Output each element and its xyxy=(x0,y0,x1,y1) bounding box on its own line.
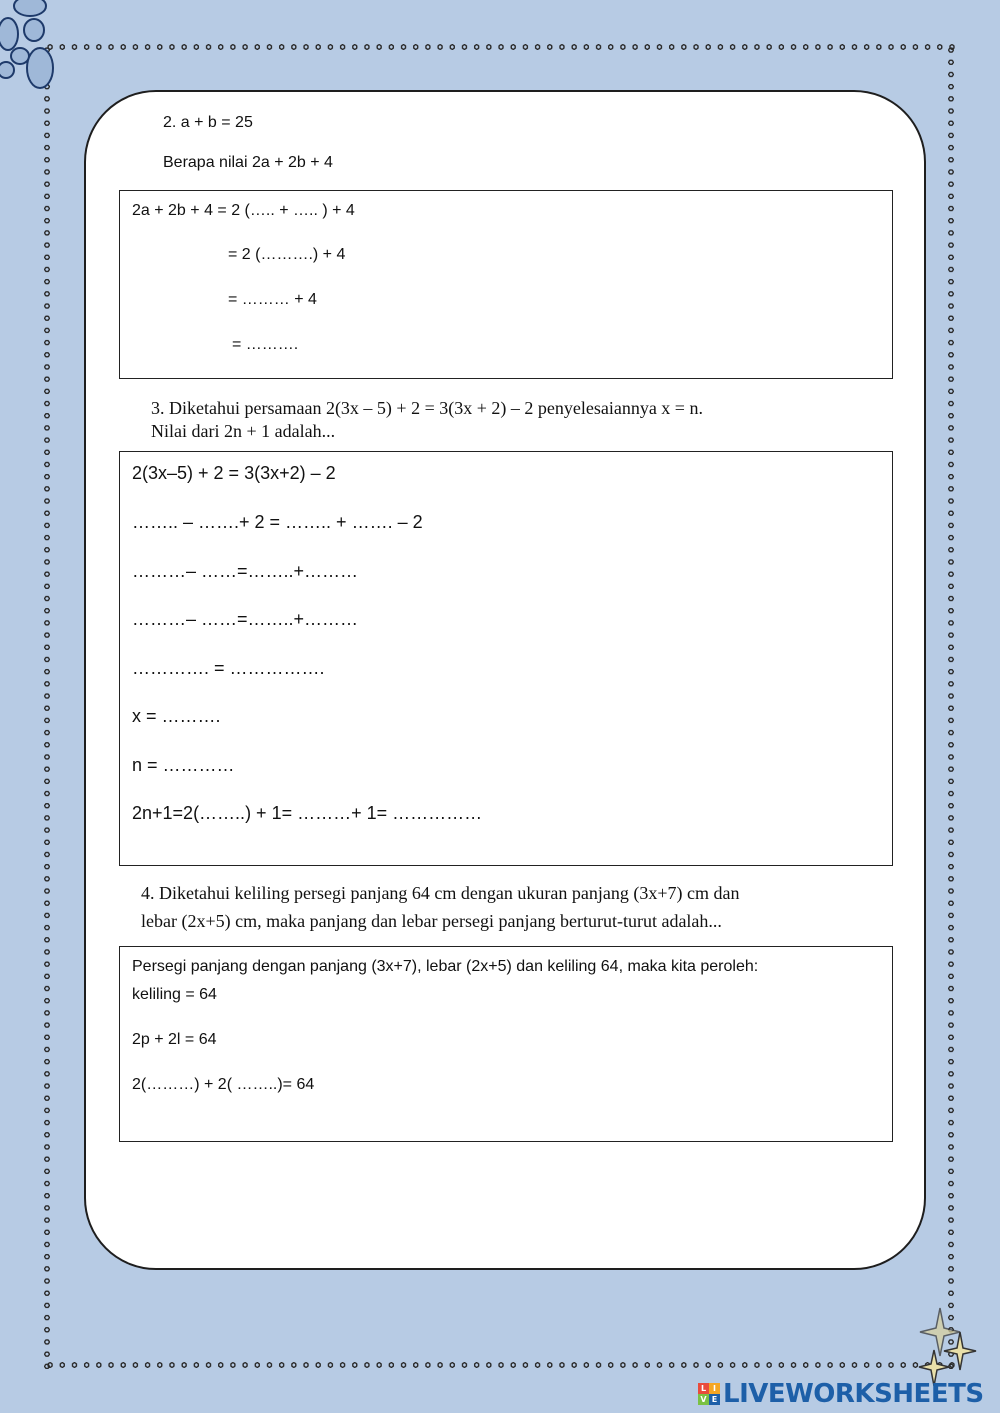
problem-4-step-4: 2(………) + 2( ……..)= 64 xyxy=(132,1076,315,1093)
problem-3-step-1: 2(3x–5) + 2 = 3(3x+2) – 2 xyxy=(132,463,336,483)
liveworksheets-logo-icon xyxy=(698,1383,720,1405)
problem-4-step-3: 2p + 2l = 64 xyxy=(132,1031,217,1048)
problem-4-step-1: Persegi panjang dengan panjang (3x+7), lebar (2x+5) dan keliling 64, maka kita peroleh: xyxy=(132,958,759,975)
dotted-border-bottom xyxy=(44,1362,958,1368)
logo-letter-l: L xyxy=(698,1383,709,1394)
liveworksheets-wordmark: LIVEWORKSHEETS xyxy=(723,1379,984,1409)
problem-2-given: 2. a + b = 25 xyxy=(163,114,253,131)
problem-3-step-6: x = ………. xyxy=(132,706,221,726)
problem-2-step-4: = ………. xyxy=(232,336,299,353)
problem-3-step-5: …………. = ……………. xyxy=(132,658,325,678)
problem-2-answer-box xyxy=(119,190,893,379)
problem-2-step-1: 2a + 2b + 4 = 2 (….. + ….. ) + 4 xyxy=(132,202,355,219)
logo-letter-v: V xyxy=(698,1394,709,1405)
problem-4-step-2: keliling = 64 xyxy=(132,986,217,1003)
problem-3-step-3: ………– ……=……..+……… xyxy=(132,561,359,581)
logo-letter-i: I xyxy=(709,1383,720,1394)
problem-3-step-7: n = ………… xyxy=(132,755,235,775)
dotted-border-right xyxy=(948,44,954,1369)
problem-2-question: Berapa nilai 2a + 2b + 4 xyxy=(163,154,333,171)
problem-3-step-4: ………– ……=……..+……… xyxy=(132,609,359,629)
problem-3-step-8: 2n+1=2(……..) + 1= ………+ 1= …………… xyxy=(132,803,483,823)
problem-4-question: lebar (2x+5) cm, maka panjang dan lebar persegi panjang berturut-turut adalah... xyxy=(141,911,722,931)
bubbles-decoration-icon xyxy=(0,0,60,95)
problem-2-step-3: = ……… + 4 xyxy=(228,291,317,308)
problem-3-step-2: …….. – …….+ 2 = …….. + ……. – 2 xyxy=(132,512,423,532)
problem-3-statement: 3. Diketahui persamaan 2(3x – 5) + 2 = 3(3x + 2) – 2 penyelesaiannya x = n. xyxy=(151,398,703,418)
dotted-border-top xyxy=(44,44,958,50)
problem-4-answer-box xyxy=(119,946,893,1142)
logo-letter-e: E xyxy=(709,1394,720,1405)
problem-4-statement: 4. Diketahui keliling persegi panjang 64 cm dengan ukuran panjang (3x+7) cm dan xyxy=(141,883,740,903)
liveworksheets-brand xyxy=(698,1378,984,1410)
problem-2-step-2: = 2 (……….) + 4 xyxy=(228,246,346,263)
dotted-border-left xyxy=(44,44,50,1369)
problem-3-question: Nilai dari 2n + 1 adalah... xyxy=(151,421,336,441)
problem-3-answer-box xyxy=(119,451,893,866)
